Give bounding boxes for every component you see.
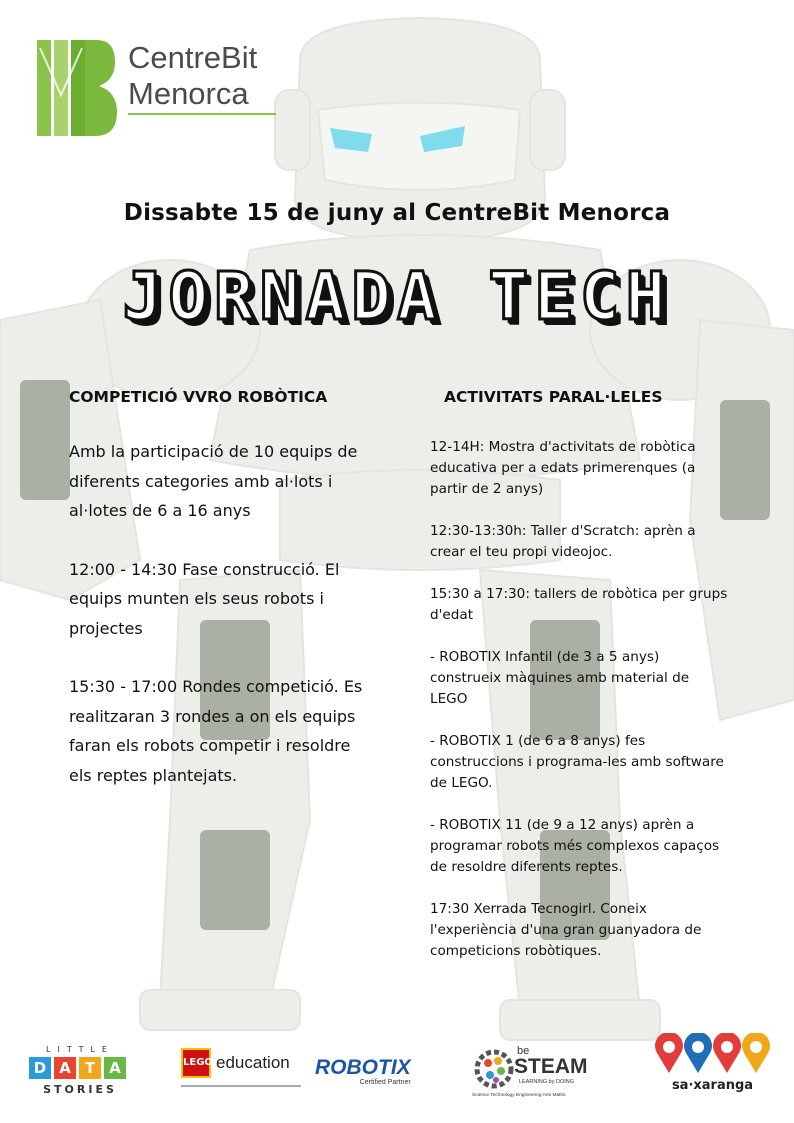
right-paragraph: - ROBOTIX 11 (de 9 a 12 anys) aprèn a programar robots més complexos capaços de resoldre diferents reptes.	[430, 817, 720, 875]
besteam-subline: Science Technology Engineering Arts Maths	[472, 1093, 566, 1098]
brand-line-1: CentreBit	[128, 40, 258, 75]
lds-top-text: LITTLE	[46, 1045, 114, 1054]
right-paragraph: 17:30 Xerrada Tecnogirl. Coneix l'experiència d'una gran guanyadora de competicions robòtiques.	[430, 901, 702, 959]
right-column-heading: ACTIVITATS PARAL·LELES	[444, 388, 663, 406]
event-subtitle: Dissabte 15 de juny al CentreBit Menorca	[123, 200, 671, 226]
event-title: JORNADA TECH	[122, 258, 672, 335]
right-paragraph: - ROBOTIX Infantil (de 3 a 5 anys) construeix màquines amb material de LEGO	[430, 649, 690, 707]
left-paragraph: Amb la participació de 10 equips de diferents categories amb al·lots i al·lotes de 6 a 16 anys	[69, 442, 358, 520]
brand-underline	[128, 113, 276, 115]
lds-letter: A	[104, 1057, 126, 1079]
besteam-gear-icon	[474, 1047, 514, 1091]
right-paragraph: 12-14H: Mostra d'activitats de robòtica educativa per a edats primerenques (a partir de 2 anys)	[430, 439, 696, 497]
left-column-body	[69, 437, 369, 819]
besteam-be: be	[517, 1045, 530, 1057]
left-column-heading: COMPETICIÓ VVRO ROBÒTICA	[69, 388, 328, 406]
xaranga-name: sa·xaranga	[671, 1078, 754, 1093]
brand-line-2: Menorca	[128, 76, 249, 111]
centrebit-wordmark	[128, 40, 257, 112]
robotix-certified-badge: Certified Partner	[359, 1079, 411, 1086]
besteam-tagline: LEARNING by DOING	[519, 1079, 575, 1085]
right-paragraph: 12:30-13:30h: Taller d'Scratch: aprèn a crear el teu propi videojoc.	[430, 523, 696, 560]
lds-bottom-text: STORIES	[43, 1083, 117, 1096]
sa-xaranga-logo	[655, 1033, 770, 1099]
lego-education-label: education	[216, 1053, 290, 1072]
right-paragraph: 15:30 a 17:30: tallers de robòtica per grups d'edat	[430, 586, 728, 623]
centrebit-logo-icon	[37, 40, 117, 136]
little-data-stories-logo	[25, 1043, 135, 1099]
besteam-logo	[470, 1043, 593, 1101]
xaranga-pins-icon	[655, 1033, 770, 1075]
right-column-body	[430, 437, 730, 983]
lds-letter-boxes	[29, 1057, 126, 1079]
lds-letter: D	[29, 1057, 51, 1079]
robotix-name: ROBOTIX	[315, 1056, 411, 1079]
lego-education-logo	[181, 1033, 301, 1087]
left-paragraph: 12:00 - 14:30 Fase construcció. El equips munten els seus robots i projectes	[69, 559, 340, 638]
lds-letter: T	[79, 1057, 101, 1079]
robotix-logo	[315, 1057, 411, 1086]
lego-brick-icon: LEGO	[181, 1048, 211, 1078]
lds-letter: A	[54, 1057, 76, 1079]
left-paragraph: 15:30 - 17:00 Rondes competició. Es realitzaran 3 rondes a on els equips faran els robots competir i resoldre els reptes plantejats.	[69, 677, 363, 785]
lego-underline	[181, 1085, 301, 1087]
besteam-steam: STEAM	[514, 1055, 588, 1078]
right-paragraph: - ROBOTIX 1 (de 6 a 8 anys) fes construccions i programa-les amb software de LEGO.	[430, 733, 724, 791]
